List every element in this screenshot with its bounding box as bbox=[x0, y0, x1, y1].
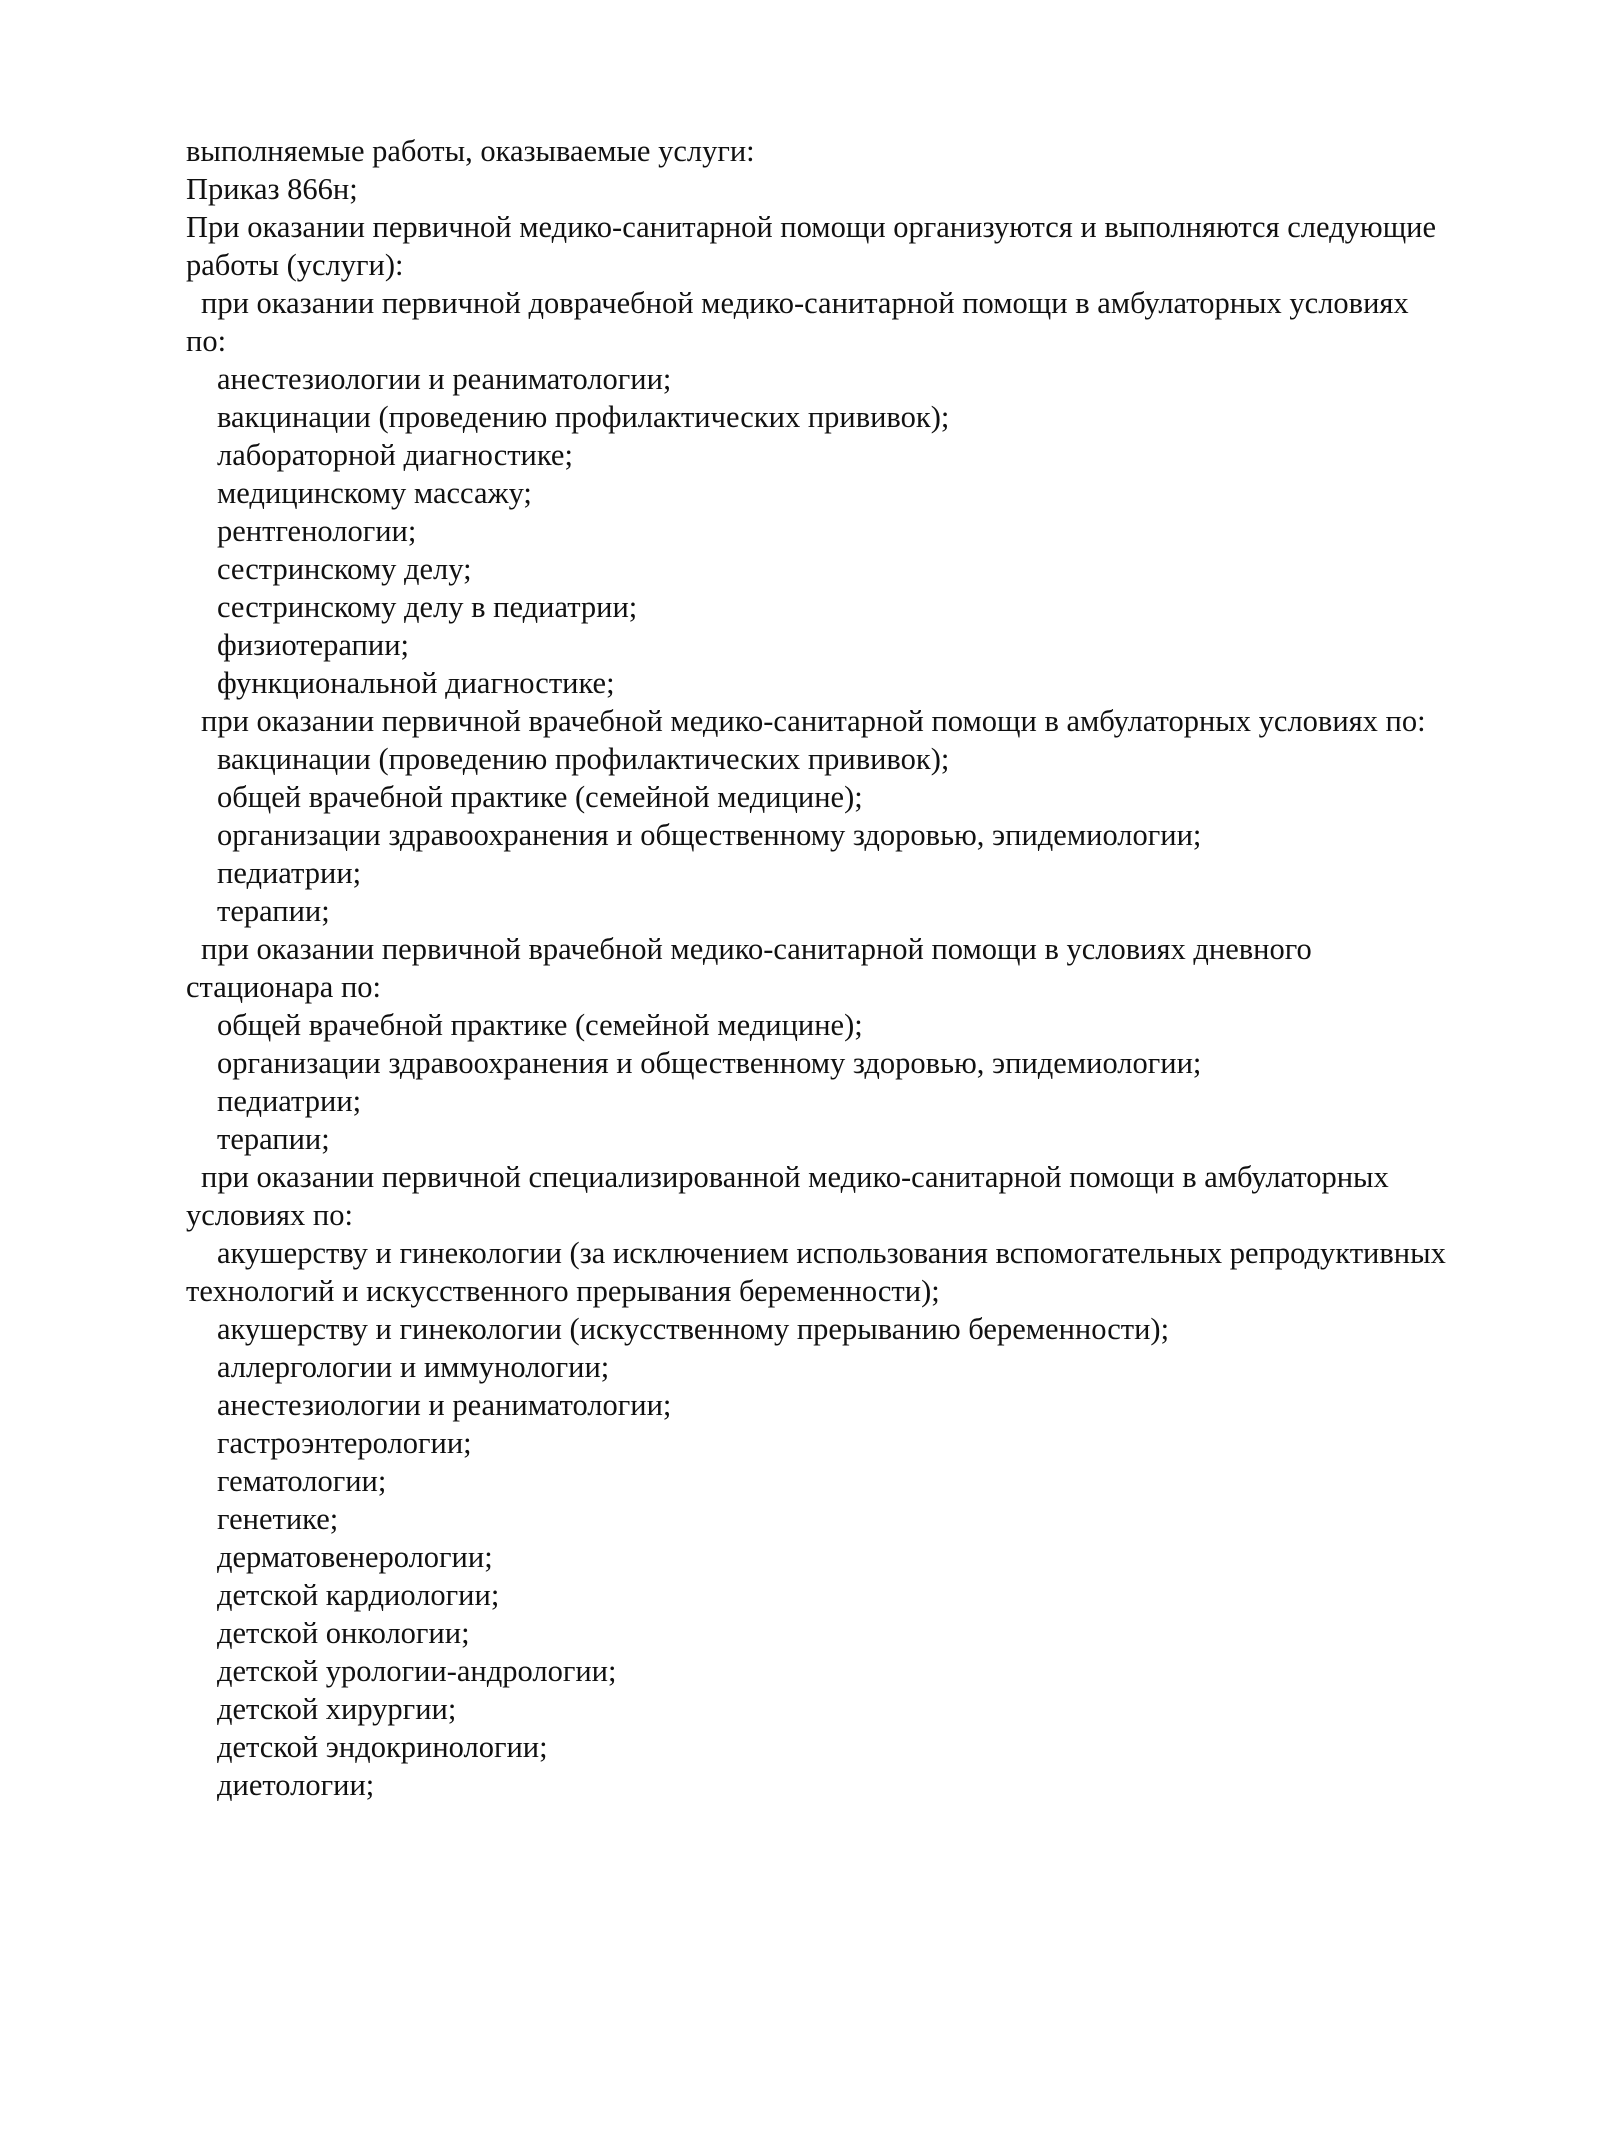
list-item: детской онкологии; bbox=[217, 1616, 470, 1650]
list-item: организации здравоохранения и общественному здоровью, эпидемиологии; bbox=[217, 818, 1202, 852]
text-line: условиях по: bbox=[186, 1198, 353, 1232]
list-item: аллергологии и иммунологии; bbox=[217, 1350, 610, 1384]
list-item: акушерству и гинекологии (за исключением использования вспомогательных репродуктивных bbox=[217, 1236, 1446, 1270]
text-line: технологий и искусственного прерывания беременности); bbox=[186, 1274, 940, 1308]
text-line: стационара по: bbox=[186, 970, 381, 1004]
list-item: гематологии; bbox=[217, 1464, 387, 1498]
list-item: детской кардиологии; bbox=[217, 1578, 500, 1612]
list-item: дерматовенерологии; bbox=[217, 1540, 493, 1574]
document-body bbox=[186, 132, 1516, 1804]
list-item: рентгенологии; bbox=[217, 514, 417, 548]
list-item: анестезиологии и реаниматологии; bbox=[217, 362, 672, 396]
section-heading-line: при оказании первичной доврачебной медико-санитарной помощи в амбулаторных условиях bbox=[201, 286, 1409, 320]
list-item: медицинскому массажу; bbox=[217, 476, 532, 510]
text-line: При оказании первичной медико-санитарной помощи организуются и выполняются следующие bbox=[186, 210, 1437, 244]
text-line: Приказ 866н; bbox=[186, 172, 358, 206]
list-item: гастроэнтерологии; bbox=[217, 1426, 472, 1460]
list-item: детской хирургии; bbox=[217, 1692, 457, 1726]
list-item: организации здравоохранения и общественному здоровью, эпидемиологии; bbox=[217, 1046, 1202, 1080]
list-item: терапии; bbox=[217, 1122, 330, 1156]
section-heading-line: при оказании первичной врачебной медико-санитарной помощи в амбулаторных условиях по: bbox=[201, 704, 1426, 738]
text-line: выполняемые работы, оказываемые услуги: bbox=[186, 134, 755, 168]
list-item: функциональной диагностике; bbox=[217, 666, 615, 700]
list-item: общей врачебной практике (семейной медицине); bbox=[217, 1008, 863, 1042]
list-item: анестезиологии и реаниматологии; bbox=[217, 1388, 672, 1422]
section-heading-line: при оказании первичной специализированной медико-санитарной помощи в амбулаторных bbox=[201, 1160, 1389, 1194]
section-heading-line: при оказании первичной врачебной медико-санитарной помощи в условиях дневного bbox=[201, 932, 1312, 966]
text-line: по: bbox=[186, 324, 227, 358]
list-item: детской эндокринологии; bbox=[217, 1730, 548, 1764]
list-item: сестринскому делу; bbox=[217, 552, 472, 586]
list-item: детской урологии-андрологии; bbox=[217, 1654, 617, 1688]
list-item: терапии; bbox=[217, 894, 330, 928]
list-item: вакцинации (проведению профилактических прививок); bbox=[217, 742, 950, 776]
list-item: диетологии; bbox=[217, 1768, 375, 1802]
list-item: сестринскому делу в педиатрии; bbox=[217, 590, 638, 624]
list-item: генетике; bbox=[217, 1502, 339, 1536]
list-item: педиатрии; bbox=[217, 856, 362, 890]
text-line: работы (услуги): bbox=[186, 248, 404, 282]
list-item: физиотерапии; bbox=[217, 628, 409, 662]
list-item: лабораторной диагностике; bbox=[217, 438, 573, 472]
list-item: педиатрии; bbox=[217, 1084, 362, 1118]
list-item: общей врачебной практике (семейной медицине); bbox=[217, 780, 863, 814]
list-item: вакцинации (проведению профилактических прививок); bbox=[217, 400, 950, 434]
list-item: акушерству и гинекологии (искусственному прерыванию беременности); bbox=[217, 1312, 1170, 1346]
